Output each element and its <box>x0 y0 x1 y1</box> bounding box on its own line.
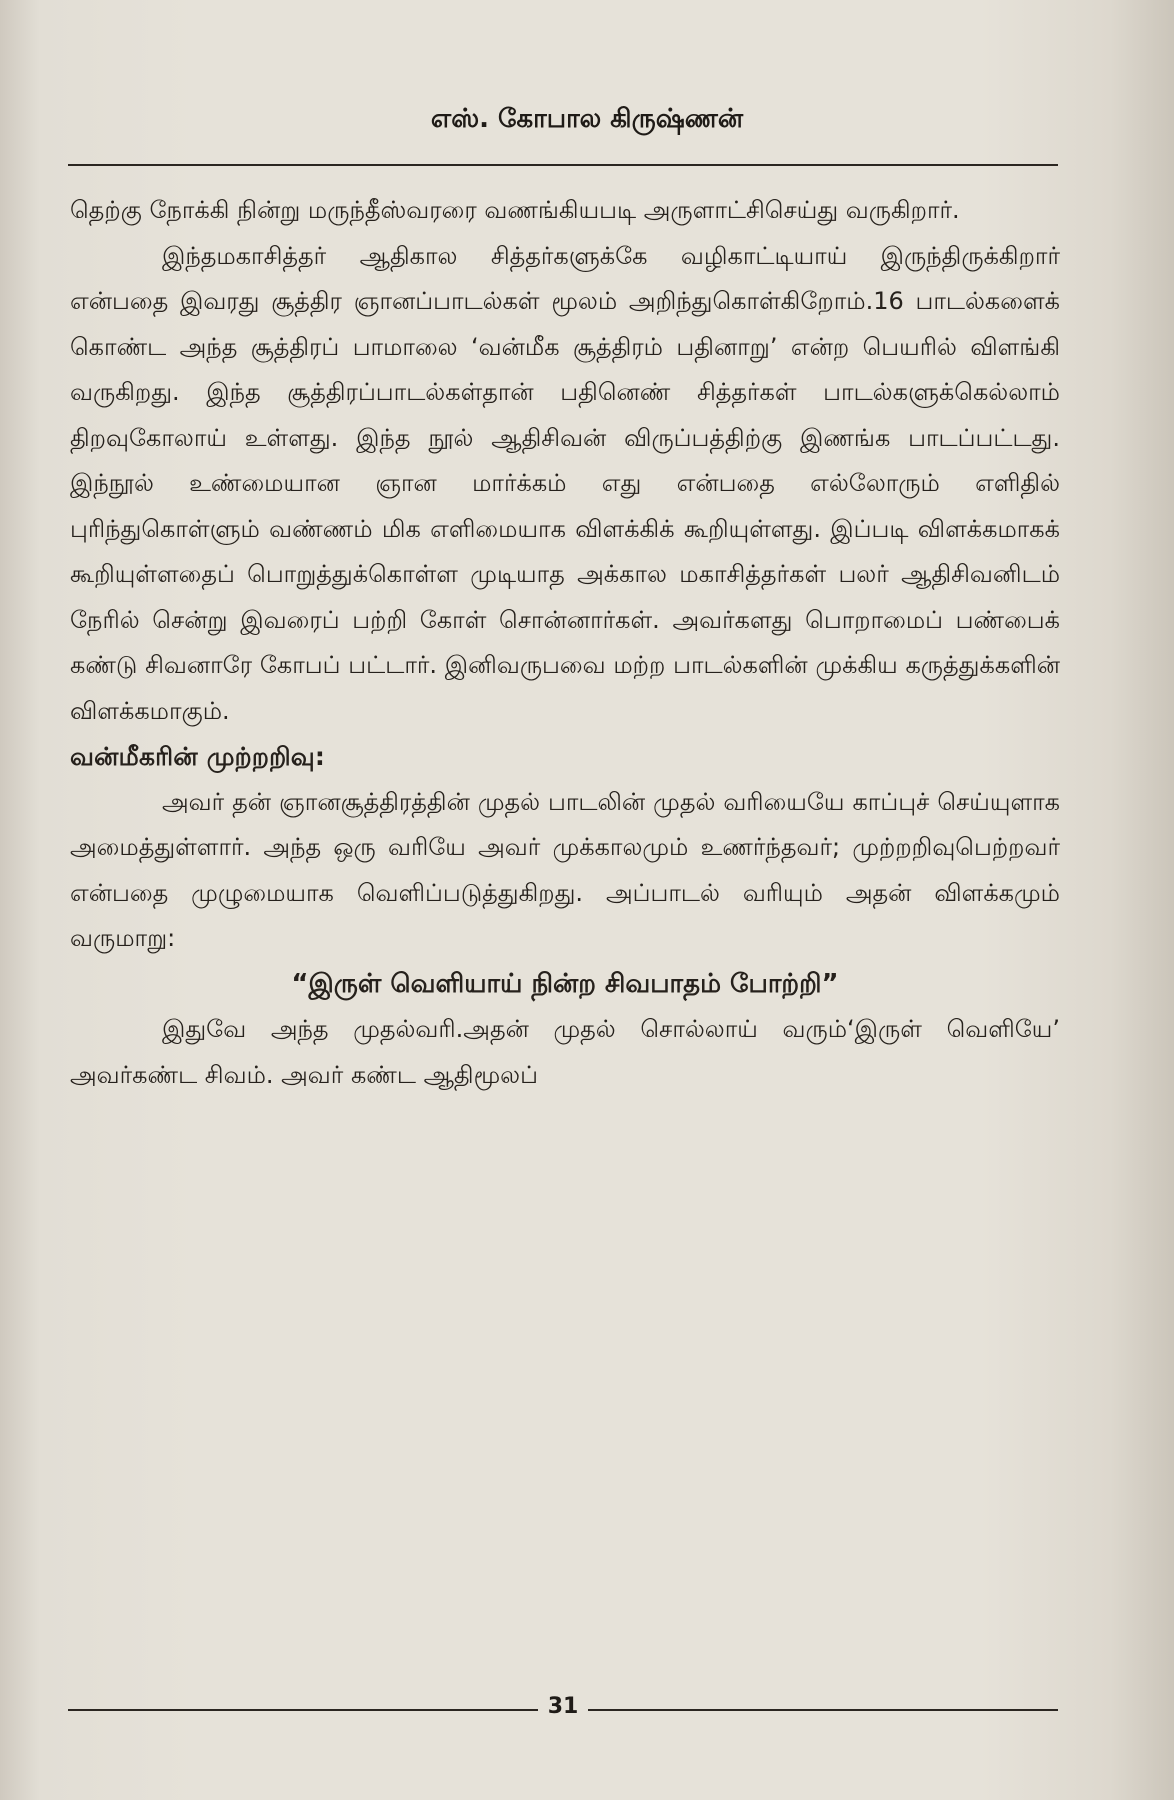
header-rule <box>68 164 1058 166</box>
footer-rule-right <box>588 1709 1058 1711</box>
verse-quote: “இருள் வெளியாய் நின்ற சிவபாதம் போற்றி” <box>291 968 839 999</box>
running-header-author: எஸ். கோபால கிருஷ்ணன் <box>430 104 744 134</box>
section-paragraph: அவர் தன் ஞானசூத்திரத்தின் முதல் பாடலின் முதல் வரியையே காப்புச் செய்யுளாக அமைத்துள்ளார். அந்த ஒரு வரியே அவர் முக்காலமும் உணர்ந்தவர்; முற்றறிவுபெற்றவர் என்பதை முழுமையாக வெளிப்படுத்துகிறது. அப்பாடல் வரியும் அதன் விளக்கமும் வருமாறு: <box>70 787 1060 952</box>
footer-rule-left <box>68 1709 538 1711</box>
paragraph-continuation: தெற்கு நோக்கி நின்று மருந்தீஸ்வரரை வணங்கியபடி அருளாட்சிசெய்து வருகிறார். <box>70 196 960 224</box>
section-heading: வன்மீகரின் முற்றறிவு: <box>70 742 326 771</box>
page-number: 31 <box>547 1694 579 1719</box>
page-body <box>70 188 1060 1098</box>
page-footer <box>68 1690 1058 1730</box>
paragraph-main: இந்தமகாசித்தர் ஆதிகால சித்தர்களுக்கே வழிகாட்டியாய் இருந்திருக்கிறார் என்பதை இவரது சூத்திர ஞானப்பாடல்கள் மூலம் அறிந்துகொள்கிறோம்.16 பாடல்களைக் கொண்ட அந்த சூத்திரப் பாமாலை ‘வன்மீக சூத்திரம் பதினாறு’ என்ற பெயரில் விளங்கி வருகிறது. இந்த சூத்திரப்பாடல்கள்தான் பதினெண் சித்தர்கள் பாடல்களுக்கெல்லாம் திறவுகோலாய் உள்ளது. இந்த நூல் ஆதிசிவன் விருப்பத்திற்கு இணங்க பாடப்பட்டது. இந்நூல் உண்மையான ஞான மார்க்கம் எது என்பதை எல்லோரும் எளிதில் புரிந்துகொள்ளும் வண்ணம் மிக எளிமையாக விளக்கிக் கூறியுள்ளது. இப்படி விளக்கமாகக் கூறியுள்ளதைப் பொறுத்துக்கொள்ள முடியாத அக்கால மகாசித்தர்கள் பலர் ஆதிசிவனிடம் நேரில் சென்று இவரைப் பற்றி கோள் சொன்னார்கள். அவர்களது பொறாமைப் பண்பைக் கண்டு சிவனாரே கோபப் பட்டார். இனிவருபவை மற்ற பாடல்களின் முக்கிய கருத்துக்களின் விளக்கமாகும். <box>70 241 1060 725</box>
closing-paragraph: இதுவே அந்த முதல்வரி.அதன் முதல் சொல்லாய் வரும்‘இருள் வெளியே’ அவர்கண்ட சிவம். அவர் கண்ட ஆதிமூலப் <box>70 1015 1060 1089</box>
